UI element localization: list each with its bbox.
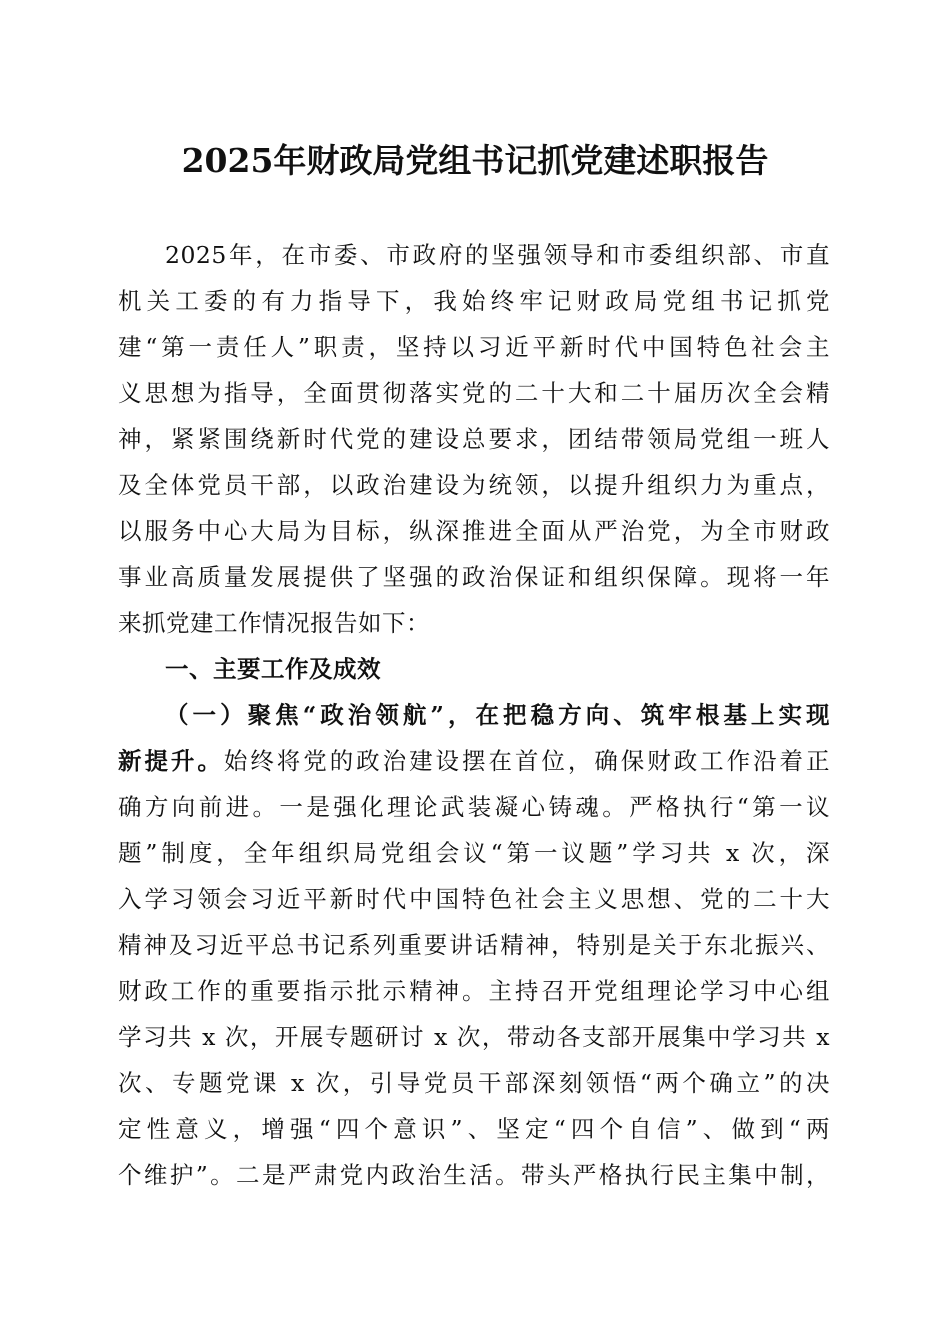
paragraph-line xyxy=(118,738,830,784)
paragraph-line: 次、专题党课 x 次，引导党员干部深刻领悟“两个确立”的决 xyxy=(118,1069,830,1097)
paragraph-line: 2025年，在市委、市政府的坚强领导和市委组织部、市直 xyxy=(165,241,830,269)
paragraph-line: 学习共 x 次，开展专题研讨 x 次，带动各支部开展集中学习共 x xyxy=(118,1023,830,1051)
paragraph-text: 始终将党的政治建设摆在首位，确保财政工作沿着正 xyxy=(223,747,831,775)
paragraph-line: 建“第一责任人”职责，坚持以习近平新时代中国特色社会主 xyxy=(118,333,830,361)
paragraph-line: 来抓党建工作情况报告如下： xyxy=(118,609,430,637)
paragraph-line: 个维护”。二是严肃党内政治生活。带头严格执行民主集中制， xyxy=(118,1161,830,1189)
paragraph-line: 确方向前进。一是强化理论武装凝心铸魂。严格执行“第一议 xyxy=(118,793,830,821)
paragraph-line: 事业高质量发展提供了坚强的政治保证和组织保障。现将一年 xyxy=(118,563,830,591)
document-title: 2025年财政局党组书记抓党建述职报告 xyxy=(181,141,769,180)
paragraph-line: 入学习领会习近平新时代中国特色社会主义思想、党的二十大 xyxy=(118,885,830,913)
paragraph-line: 题”制度，全年组织局党组会议“第一议题”学习共 x 次，深 xyxy=(118,839,830,867)
subsection-heading-end: 新提升。 xyxy=(118,747,224,775)
paragraph-line: 及全体党员干部，以政治建设为统领，以提升组织力为重点， xyxy=(118,471,830,499)
section-heading: 一、主要工作及成效 xyxy=(165,655,381,683)
paragraph-line: 精神及习近平总书记系列重要讲话精神，特别是关于东北振兴、 xyxy=(118,931,830,959)
paragraph-line: 定性意义，增强“四个意识”、坚定“四个自信”、做到“两 xyxy=(118,1115,830,1143)
paragraph-line: 以服务中心大局为目标，纵深推进全面从严治党，为全市财政 xyxy=(118,517,830,545)
paragraph-line: 义思想为指导，全面贯彻落实党的二十大和二十届历次全会精 xyxy=(118,379,830,407)
subsection-heading: （一）聚焦“政治领航”，在把稳方向、筑牢根基上实现 xyxy=(165,701,830,729)
document-body xyxy=(118,232,830,1198)
paragraph-line: 神，紧紧围绕新时代党的建设总要求，团结带领局党组一班人 xyxy=(118,425,830,453)
paragraph-line: 财政工作的重要指示批示精神。主持召开党组理论学习中心组 xyxy=(118,977,830,1005)
paragraph-line: 机关工委的有力指导下，我始终牢记财政局党组书记抓党 xyxy=(118,287,830,315)
